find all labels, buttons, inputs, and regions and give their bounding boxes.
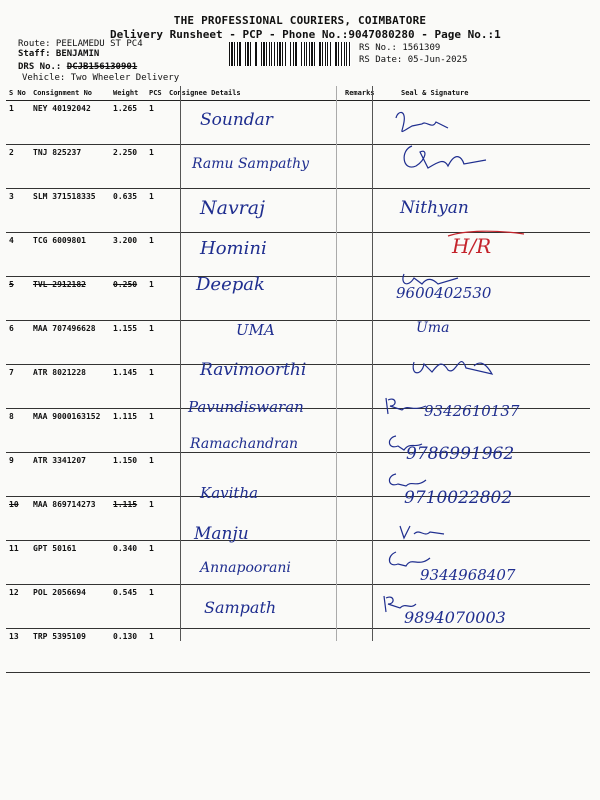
table-row (6, 629, 590, 673)
signature-scribble (398, 140, 493, 178)
handwritten-consignee: Navraj (200, 197, 265, 219)
column-divider (180, 86, 181, 641)
sno-cell: 4 (6, 233, 30, 277)
staff-text: Staff: BENJAMIN (18, 49, 100, 59)
column-divider (372, 86, 373, 641)
handwritten-phone: 9342610137 (424, 402, 520, 420)
weight-cell: 0.340 (110, 541, 146, 585)
handwritten-consignee: Sampath (204, 598, 277, 617)
vehicle-text: Vehicle: Two Wheeler Delivery (22, 73, 180, 83)
weight-cell: 1.265 (110, 101, 146, 145)
sno-cell: 7 (6, 365, 30, 409)
consignment-cell: TCG 6009801 (30, 233, 110, 277)
table-row (6, 189, 590, 233)
weight-cell: 1.155 (110, 321, 146, 365)
pcs-cell: 1 (146, 541, 166, 585)
runsheet-subtitle: Delivery Runsheet - PCP - Phone No.:9047080280 - Page No.:1 (110, 28, 501, 41)
pcs-cell: 1 (146, 453, 166, 497)
pcs-cell: 1 (146, 233, 166, 277)
remarks-cell (342, 321, 398, 365)
consignment-cell: MAA 707496628 (30, 321, 110, 365)
weight-cell: 1.115 (110, 409, 146, 453)
weight-cell: 0.130 (110, 629, 146, 673)
handwritten-consignee: Deepak (196, 274, 265, 295)
pcs-cell: 1 (146, 321, 166, 365)
col-header-consignment: Consignment No (30, 86, 110, 101)
handwritten-signature: H/R (452, 234, 492, 258)
remarks-cell (342, 277, 398, 321)
route-text: Route: PEELAMEDU ST PC4 (18, 39, 143, 49)
col-header-pcs: PCS (146, 86, 166, 101)
handwritten-phone: 9710022802 (404, 488, 513, 508)
handwritten-consignee: Ramu Sampathy (192, 156, 310, 172)
handwritten-signature: Nithyan (400, 198, 469, 218)
handwritten-phone: 9894070003 (404, 608, 506, 627)
consignment-cell: POL 2056694 (30, 585, 110, 629)
table-row (6, 101, 590, 145)
pcs-cell: 1 (146, 365, 166, 409)
weight-cell: 0.545 (110, 585, 146, 629)
sno-cell: 12 (6, 585, 30, 629)
weight-cell: 0.635 (110, 189, 146, 233)
handwritten-consignee: Homini (200, 238, 267, 259)
remarks-cell (342, 629, 398, 673)
col-header-weight: Weight (110, 86, 146, 101)
signature-scribble (408, 346, 498, 382)
handwritten-consignee: Pavundiswaran (188, 398, 304, 416)
drs-value: DCJB156130901 (66, 62, 138, 72)
handwritten-consignee: Ramachandran (190, 436, 299, 452)
consignment-cell: ATR 3341207 (30, 453, 110, 497)
consignment-cell: SLM 371518335 (30, 189, 110, 233)
sno-cell: 8 (6, 409, 30, 453)
pcs-cell: 1 (146, 585, 166, 629)
pcs-cell: 1 (146, 497, 166, 541)
consignment-cell: NEY 40192042 (30, 101, 110, 145)
handwritten-consignee: Kavitha (200, 484, 259, 502)
pcs-cell: 1 (146, 409, 166, 453)
handwritten-consignee: UMA (236, 321, 275, 339)
handwritten-phone: 9344968407 (420, 566, 516, 584)
consignment-cell: MAA 9000163152 (30, 409, 110, 453)
sno-cell: 10 (6, 497, 30, 541)
handwritten-consignee: Manju (194, 524, 249, 544)
pcs-cell: 1 (146, 277, 166, 321)
sno-cell: 9 (6, 453, 30, 497)
weight-cell: 1.145 (110, 365, 146, 409)
consignment-cell: TRP 5395109 (30, 629, 110, 673)
col-header-signature: Seal & Signature (398, 86, 590, 101)
weight-cell: 3.200 (110, 233, 146, 277)
consignment-cell: GPT 50161 (30, 541, 110, 585)
remarks-cell (342, 189, 398, 233)
table-row (6, 277, 590, 321)
pcs-cell: 1 (146, 145, 166, 189)
weight-cell: 1.150 (110, 453, 146, 497)
consignment-cell: TVL 2912182 (30, 277, 110, 321)
sno-cell: 2 (6, 145, 30, 189)
handwritten-consignee: Ravimoorthi (200, 360, 307, 380)
sno-cell: 5 (6, 277, 30, 321)
table-row (6, 321, 590, 365)
sno-cell: 1 (6, 101, 30, 145)
consignee-cell (166, 497, 342, 541)
col-header-consignee: Consignee Details (166, 86, 342, 101)
pcs-cell: 1 (146, 189, 166, 233)
table-header-row (6, 86, 590, 101)
sno-cell: 3 (6, 189, 30, 233)
handwritten-phone: 9786991962 (406, 444, 515, 464)
consignment-cell: ATR 8021228 (30, 365, 110, 409)
remarks-cell (342, 497, 398, 541)
rs-date: RS Date: 05-Jun-2025 (359, 55, 468, 65)
signature-scribble (396, 520, 446, 542)
barcode-image (229, 42, 351, 66)
weight-cell: 2.250 (110, 145, 146, 189)
column-divider (336, 86, 337, 641)
drs-label: DRS No.: (18, 62, 62, 72)
weight-cell: 0.250 (110, 277, 146, 321)
pcs-cell: 1 (146, 629, 166, 673)
handwritten-consignee: Soundar (200, 110, 273, 130)
consignee-cell (166, 629, 342, 673)
consignment-cell: MAA 869714273 (30, 497, 110, 541)
sno-cell: 13 (6, 629, 30, 673)
remarks-cell (342, 101, 398, 145)
signature-cell (398, 629, 590, 673)
consignment-cell: TNJ 825237 (30, 145, 110, 189)
handwritten-signature: Uma (416, 320, 450, 336)
sno-cell: 11 (6, 541, 30, 585)
col-header-remarks: Remarks (342, 86, 398, 101)
rs-number: RS No.: 1561309 (359, 43, 441, 53)
handwritten-phone: 9600402530 (396, 284, 492, 302)
sno-cell: 6 (6, 321, 30, 365)
col-header-sno: S No (6, 86, 30, 101)
remarks-cell (342, 233, 398, 277)
weight-cell: 1.115 (110, 497, 146, 541)
remarks-cell (342, 145, 398, 189)
company-title: THE PROFESSIONAL COURIERS, COIMBATORE (173, 14, 427, 27)
pcs-cell: 1 (146, 101, 166, 145)
signature-scribble (392, 108, 452, 138)
drs-number (18, 62, 137, 72)
handwritten-consignee: Annapoorani (200, 560, 291, 576)
